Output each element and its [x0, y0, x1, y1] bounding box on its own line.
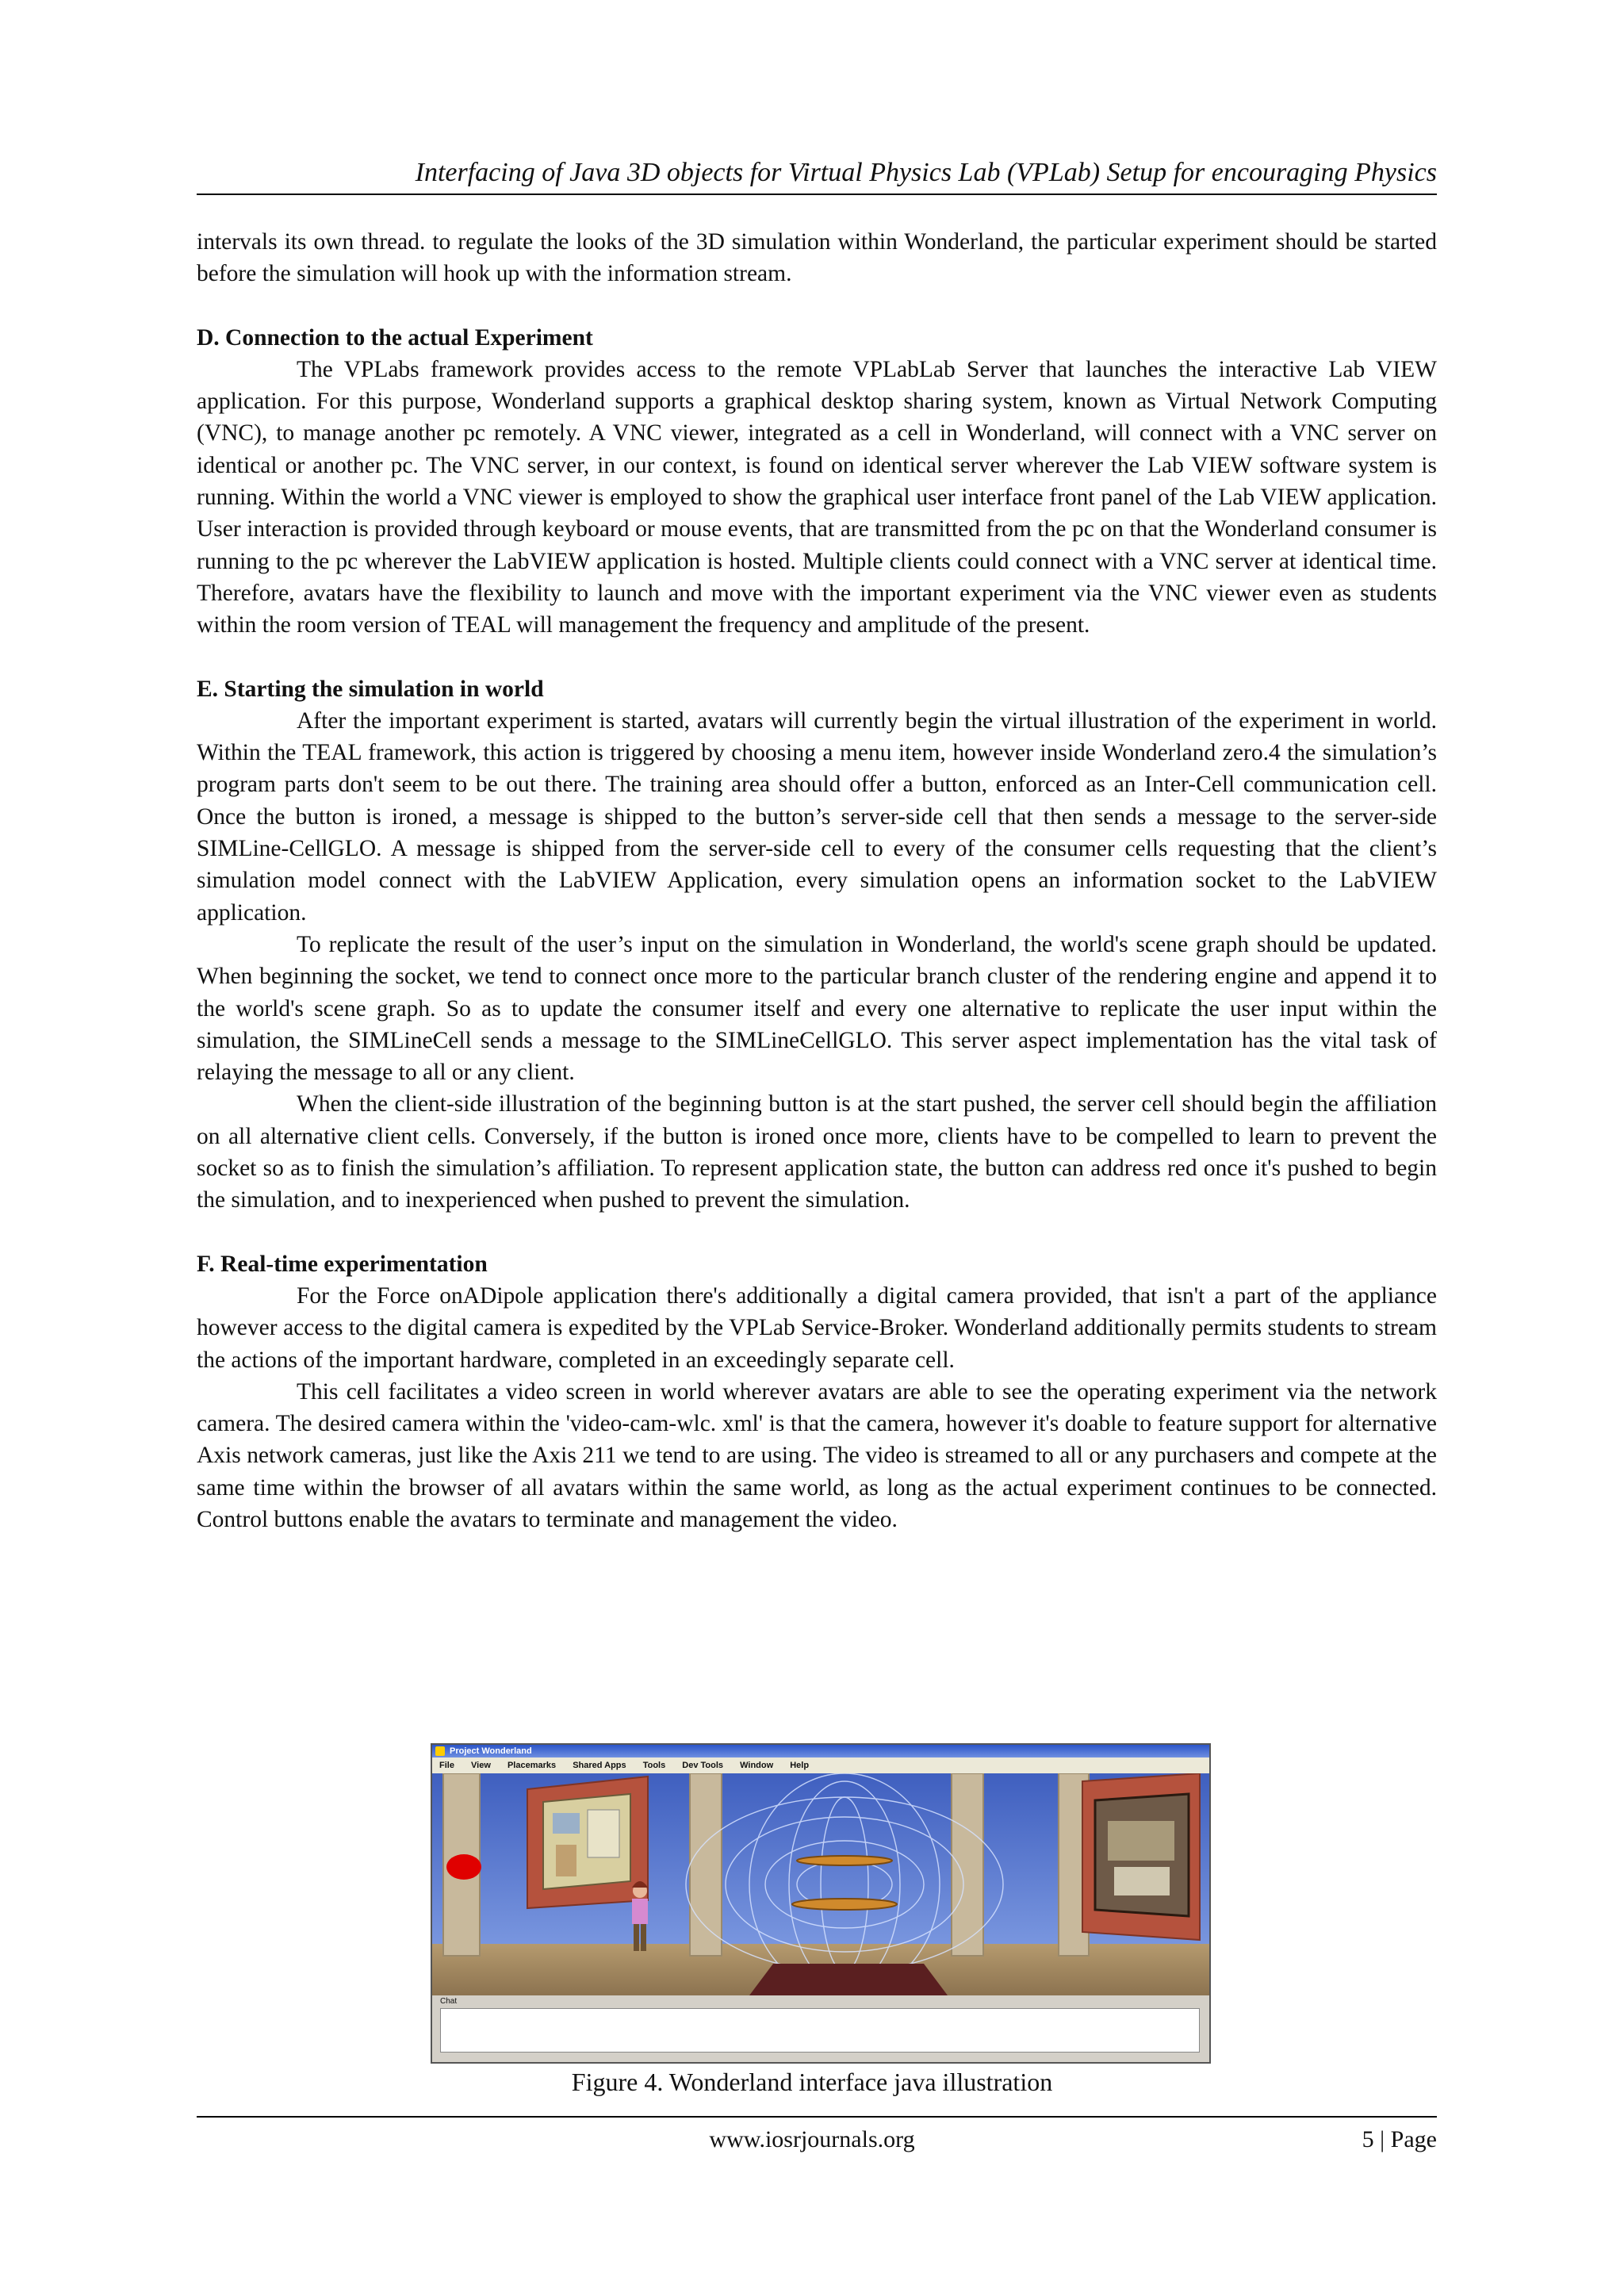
- figure-window-title: Project Wonderland: [450, 1746, 532, 1756]
- footer-url: www.iosrjournals.org: [709, 2126, 915, 2152]
- section-d-heading: D. Connection to the actual Experiment: [197, 324, 593, 351]
- virtual-world-scene: [432, 1773, 1209, 1995]
- simulation-start-button: [446, 1854, 481, 1880]
- section-e-paragraph-3: When the client-side illustration of the beginning button is at the start pushed, the server cell should begin the affiliation on all alternative client cells. Conversely, if the button is ironed once more, clients have to be compelled to learn to prevent the socket so as to finish the simulation’s affiliation. To represent application state, the button can address red once it's pushed to begin the simulation, and to inexperienced when pushed to prevent the simulation.: [197, 1091, 1437, 1213]
- chat-panel: [432, 1995, 1209, 2062]
- menu-shared-apps: Shared Apps: [573, 1761, 626, 1770]
- menu-dev-tools: Dev Tools: [682, 1761, 724, 1770]
- page-number: 5 | Page: [1362, 2126, 1437, 2152]
- menu-help: Help: [790, 1761, 810, 1770]
- menu-placemarks: Placemarks: [507, 1761, 557, 1770]
- intro-paragraph: intervals its own thread. to regulate the looks of the 3D simulation within Wonderland, the particular experiment should be started before the simulation will hook up with the information stream.: [197, 229, 1437, 287]
- section-f-heading: F. Real-time experimentation: [197, 1251, 488, 1277]
- menu-view: View: [471, 1761, 491, 1770]
- figure-caption: Figure 4. Wonderland interface java illustration: [571, 2068, 1053, 2096]
- figure-window-titlebar: [432, 1745, 1209, 1757]
- section-f-paragraph-2: This cell facilitates a video screen in world wherever avatars are able to see the operating experiment via the network camera. The desired camera within the 'video-cam-wlc. xml' is that the camera, however it's doable to feature support for alternative Axis network cameras, just like the Axis 211 we tend to are using. The video is streamed to all or any purchasers and compete at the same time within the browser of all avatars within the same world, as long as the actual experiment continues to be connected. Control buttons enable the avatars to terminate and management the video.: [197, 1378, 1437, 1532]
- floor-mat: [749, 1964, 948, 1995]
- brick-wall-video-panel: [1082, 1773, 1200, 1940]
- header-rule: [197, 194, 1437, 195]
- chat-label: Chat: [440, 1997, 458, 2006]
- section-e-heading: E. Starting the simulation in world: [197, 676, 544, 702]
- figure-wonderland-screenshot: [431, 1743, 1211, 2064]
- chat-input: [440, 2008, 1200, 2053]
- section-f-paragraph-1: For the Force onADipole application there's additionally a digital camera provided, that isn't a part of the appliance however access to the digital camera is expedited by the VPLab Service-Broker. Wonderland additionally permits students to stream the actions of the important hardware, completed in an exceedingly separate cell.: [197, 1282, 1437, 1373]
- section-d-paragraph-1: The VPLabs framework provides access to the remote VPLabLab Server that launches the interactive Lab VIEW application. For this purpose, Wonderland supports a graphical desktop sharing system, known as Virtual Network Computing (VNC), to manage another pc remotely. A VNC viewer, integrated as a cell in Wonderland, will connect with a VNC server on identical or another pc. The VNC server, in our context, is found on identical server wherever the Lab VIEW software system is running. Within the world a VNC viewer is employed to show the graphical user interface front panel of the Lab VIEW application. User interaction is provided through keyboard or mouse events, that are transmitted from the pc on that the Wonderland consumer is running to the pc wherever the LabVIEW application is hosted. Multiple clients could connect with a VNC server at identical time. Therefore, avatars have the flexibility to launch and move with the important experiment via the VNC viewer even as students within the room version of TEAL will management the frequency and amplitude of the present.: [197, 356, 1437, 638]
- menu-tools: Tools: [642, 1761, 666, 1770]
- running-header: Interfacing of Java 3D objects for Virtual Physics Lab (VPLab) Setup for encouraging Physics: [415, 158, 1437, 187]
- footer-rule: [197, 2116, 1437, 2118]
- figure-menubar: [432, 1757, 1209, 1773]
- brick-wall-vnc-panel: [527, 1777, 648, 1908]
- menu-file: File: [439, 1761, 454, 1770]
- section-e-paragraph-2: To replicate the result of the user’s input on the simulation in Wonderland, the world's scene graph should be updated. When beginning the socket, we tend to connect once more to the particular branch cluster of the rendering engine and append it to the world's scene graph. So as to update the consumer itself and every one alternative to replicate the user input within the simulation, the SIMLineCell sends a message to the SIMLineCellGLO. This server aspect implementation has the vital task of relaying the message to all or any client.: [197, 931, 1437, 1086]
- app-icon: [435, 1746, 445, 1756]
- menu-window: Window: [740, 1761, 774, 1770]
- article-body: [197, 226, 1437, 1535]
- section-e-paragraph-1: After the important experiment is started, avatars will currently begin the virtual illustration of the experiment in world. Within the TEAL framework, this action is triggered by choosing a menu item, however inside Wonderland zero.4 the simulation’s program parts don't seem to be out there. The training area should offer a button, enforced as an Inter-Cell communication cell. Once the button is ironed, a message is shipped to the button’s server-side cell that then sends a message to the server-side SIMLine-CellGLO. A message is shipped from the server-side cell to every of the consumer cells requesting that the client’s simulation model connect with the LabVIEW Application, every simulation opens an information socket to the LabVIEW application.: [197, 707, 1437, 926]
